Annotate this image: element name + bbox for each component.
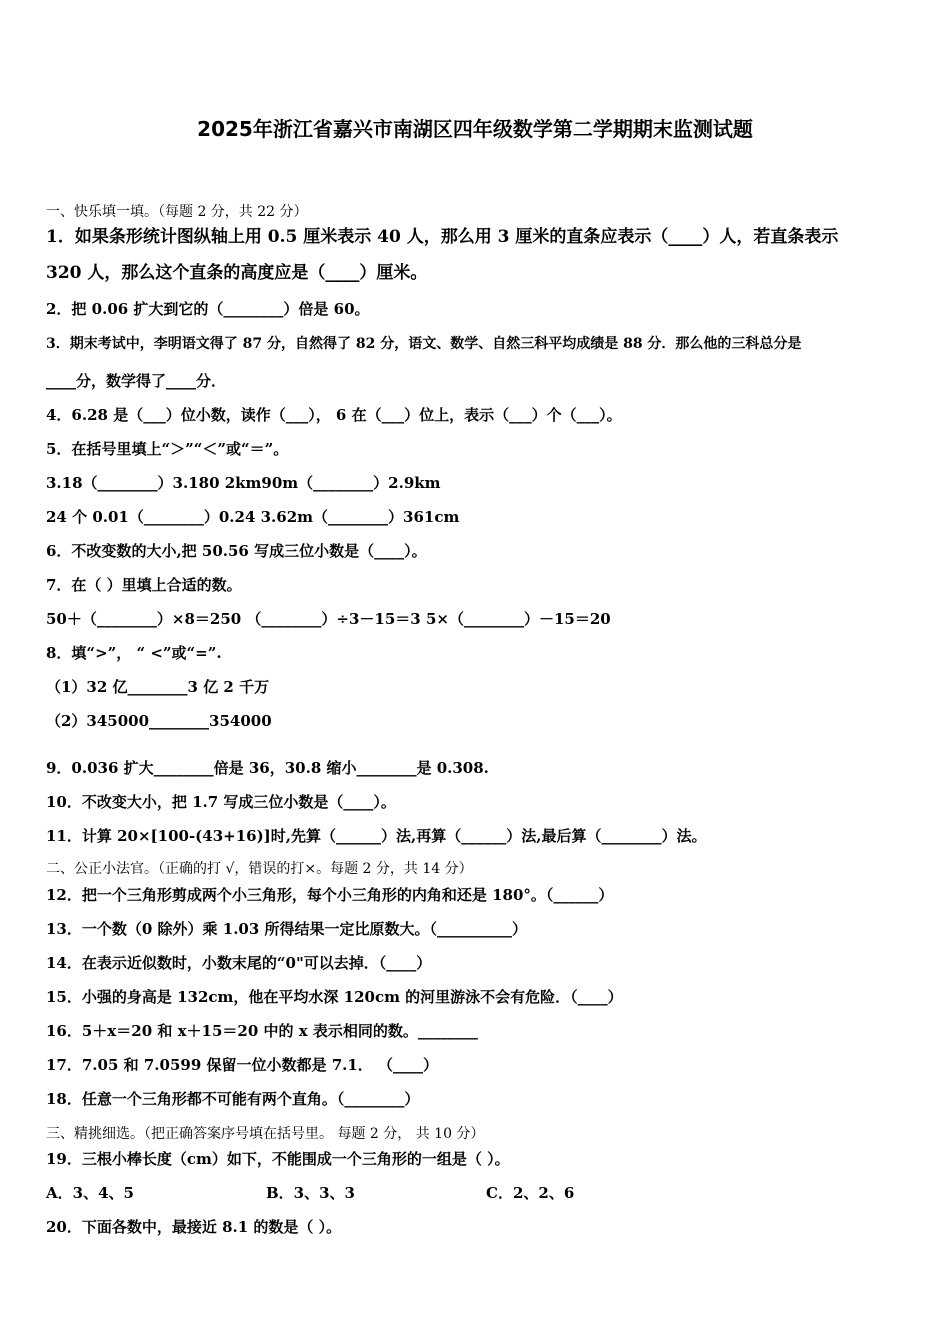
question-19-option-c: C．2、2、6 (486, 1184, 575, 1202)
question-9: 9．0.036 扩大________倍是 36，30.8 缩小________是 0.308. (46, 759, 489, 777)
section-1-heading: 一、快乐填一填。（每题 2 分，共 22 分） (46, 204, 308, 220)
question-5-row-1: 3.18（________）3.180 2km90m（________）2.9km (46, 474, 441, 492)
question-7: 7．在（ ）里填上合适的数。 (46, 576, 242, 594)
question-13: 13．一个数（0 除外）乘 1.03 所得结果一定比原数大。（__________） (46, 920, 528, 938)
question-12: 12．把一个三角形剪成两个小三角形，每个小三角形的内角和还是 180°。（______） (46, 886, 614, 904)
page-title: 2025年浙江省嘉兴市南湖区四年级数学第二学期期末监测试题 (197, 117, 753, 141)
question-1-line-2: 320 人，那么这个直条的高度应是（____）厘米。 (46, 263, 428, 283)
question-8-part-1: （1）32 亿________3 亿 2 千万 (46, 678, 270, 696)
question-8-part-2: （2）345000________354000 (46, 712, 272, 730)
question-5: 5．在括号里填上“＞”“＜”或“＝”。 (46, 440, 289, 458)
question-2: 2．把 0.06 扩大到它的（________）倍是 60。 (46, 300, 370, 318)
question-17: 17．7.05 和 7.0599 保留一位小数都是 7.1． （____） (46, 1056, 439, 1074)
section-2-heading: 二、公正小法官。（正确的打 √，错误的打×。每题 2 分，共 14 分） (46, 861, 473, 877)
question-20: 20．下面各数中，最接近 8.1 的数是（ ）。 (46, 1218, 342, 1236)
question-19-option-b: B．3、3、3 (266, 1184, 355, 1202)
question-8: 8．填“>”， “ <”或“=”. (46, 644, 222, 662)
question-3-line-1: 3．期末考试中，李明语文得了 87 分，自然得了 82 分，语文、数学、自然三科平均成绩是 88 分．那么他的三科总分是 (46, 336, 802, 352)
question-14: 14．在表示近似数时，小数末尾的“0"可以去掉．（____） (46, 954, 432, 972)
question-3-line-2: ____分，数学得了____分． (46, 372, 227, 390)
question-4: 4．6.28 是（___）位小数，读作（___）， 6 在（___）位上，表示（___）个（___）。 (46, 406, 622, 424)
question-11: 11．计算 20×[100-(43+16)]时,先算（______）法,再算（______）法,最后算（________）法。 (46, 827, 707, 845)
question-16: 16．5＋x＝20 和 x＋15＝20 中的 x 表示相同的数。________ (46, 1022, 478, 1040)
question-6: 6．不改变数的大小,把 50.56 写成三位小数是（____）。 (46, 542, 427, 560)
question-10: 10．不改变大小，把 1.7 写成三位小数是（____）。 (46, 793, 396, 811)
question-15: 15．小强的身高是 132cm，他在平均水深 120cm 的河里游泳不会有危险．（____） (46, 988, 623, 1006)
question-19: 19．三根小棒长度（cm）如下，不能围成一个三角形的一组是（ ）。 (46, 1150, 510, 1168)
question-5-row-2: 24 个 0.01（________）0.24 3.62m（________）361cm (46, 508, 460, 526)
question-18: 18．任意一个三角形都不可能有两个直角。（________） (46, 1090, 420, 1108)
question-7-row: 50＋（________）×8＝250 （________）÷3－15＝3 5×（________）－15＝20 (46, 610, 611, 628)
question-1-line-1: 1．如果条形统计图纵轴上用 0.5 厘米表示 40 人，那么用 3 厘米的直条应表示（____）人，若直条表示 (46, 227, 839, 247)
section-3-heading: 三、精挑细选。（把正确答案序号填在括号里。 每题 2 分， 共 10 分） (46, 1126, 485, 1142)
question-19-option-a: A．3、4、5 (46, 1184, 134, 1202)
